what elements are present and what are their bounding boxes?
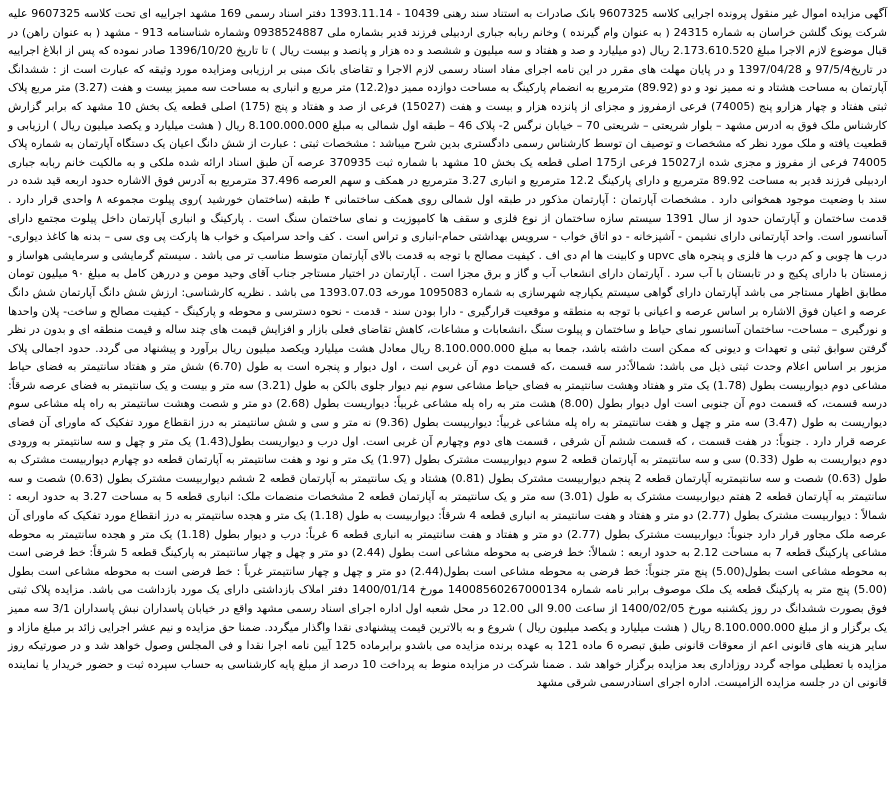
notice-paragraph: آگهی مزایده اموال غیر منقول پرونده اجرایی کلاسه 9607325 بانک صادرات به استناد سند رهنی 10439 - 1393.11.14 دفتر اسناد رسمی 169 مشهد اجراییه ای تحت کلاسه 9607325 علیه شرکت یونک گلشن خراسان به شماره 24315 ( به عنوان وام گیرنده ) وخانم ربابه جباری اردبیلی فرزند قدیر بشماره ملی 0938524887 وشماره شناسنامه 913 - مشهد ( به عنوان راهن) در قبال موضوع لازم الاجرا مبلغ 2.173.610.520 ریال (دو میلیارد و صد و هفتاد و سه میلیون و ششصد و ده هزار و پانصد و بیست ریال ) تا تاریخ 1396/10/20 صادر نموده که پس از ابلاغ اجراییه در تاریخ97/5/4 و 1397/04/28 و در پایان مهلت های مقرر در این نامه اجرای مفاد اسناد رسمی لازم الاجرا و تقاضای بانک مبنی بر ارزیابی ومزایده مورد وثیقه که عبارت است از : ششدانگ آپارتمان به مساحت هشتاد و نه ممیز نود و دو (89.92) مترمربع به انضمام پارکینگ به مساحت دوازده ممیز دو(12.2) متر مربع و انباری به مساحت سه ممیز بیست و هفت (3.27) متر مربع پلاک ثبتی هفتاد و چهار هزارو پنج (74005) فرعی ازمفروز و مجزای از پانزده هزار و بیست و هفت (15027) فرعی از صد و هفتاد و پنج (175) اصلی قطعه یک بخش 10 مشهد که برابر گزارش کارشناس ملک فوق به ادرس مشهد – بلوار شریعتی – شریعتی 70 – خیابان نرگس 2- پلاک 46 – طبقه اول شمالی به مبلغ 8.100.000.000 ریال ( هشت میلیارد و یکصد میلیون ریال ) ارزیابی و قطعیت یافته و ملک مورد نظر که مشخصات و توصیف ان توسط کارشناس رسمی دادگستری بدین شرح میباشد : مشخصات ثبتی : عبارت از شش دانگ اعیان یک دستگاه آپارتمان به شماره پلاک 74005 فرعی از مفروز و مجزی شده از15027 فرعی از175 اصلی قطعه یک بخش 10 مشهد با شماره ثبت 370935 عرصه آن طبق اسناد ارائه شده ملکی و به مالکیت خانم ربابه جباری اردبیلی فرزند قدیر به مساحت 89.92 مترمربع و دارای پارکینگ 12.2 مترمربع و انباری 3.27 مترمربع در همکف و سهم العرصه 37.496 مترمربع به آدرس فوق الاشاره حدود اربعه قید شده در سند با وضعیت موجود همخوانی دارد . مشخصات آپارتمان : آپارتمان مذکور در طبقه اول شمالی روی همکف ساختمانی ۴ طبقه (ساختمان خورشید )روی پیلوت مجموعه ۸ واحدی قرار دارد . قدمت ساختمان و آپارتمان حدود از سال 1391 سیستم سازه ساختمان از نوع فلزی و سقف ها کامپوزیت و نمای ساختمان سنگ است . پارکینگ و انباری آپارتمان داخل پیلوت مجتمع دارای آسانسور است. واحد آپارتمانی دارای نشیمن - آشپزخانه - دو اتاق خواب - سرویس بهداشتی حمام-انباری و تراس است . کف واحد سرامیک و خواب ها پارکت پی وی سی – بدنه ها کاغذ دیواری- درب ها چوبی و کم درب ها فلزی و پنجره های upvc و کابینت ها ام دی اف . کیفیت مصالح با توجه به قدمت بالای آپارتمان متوسط مناسب تر می باشد . سیستم گرمایشی و سرمایشی هواساز و زمستان با دارای پکیج و در تابستان با آب سرد . آپارتمان دارای انشعاب آب و گاز و برق مجزا است . آپارتمان در اختیار مستاجر جناب آقای وحید مومن و دررهن کامل به مبلغ ۹۰ میلیون تومان مطابق اظهار مستاجر می باشد آپارتمان دارای گواهی سیستم یکپارچه شهرسازی به شماره 1095083 مورخه 1393.07.03 می باشد . نظریه کارشناسی: ارزش شش دانگ آپارتمان شش دانگ عرصه و اعیان فوق الاشاره بر اساس عرصه و اعیانی با توجه به منطقه و موقعیت قرارگیری - دارا بودن سند - قدمت - نحوه دسترسی و محوطه و پارکینگ - کیفیت مصالح و ساخت- پلان واحدها و نورگیری – مساحت- ساختمان آسانسور نمای حیاط و ساختمان و پیلوت سنگ ،انشعابات و مشاعات، کاهش تقاضای فعلی بازار و افزایش قیمت های چند ساله و قیمت منطقه ای و بدون در نظر گرفتن سوابق ثبتی و تعهدات و دیونی که ممکن است داشته باشد، جمعا به مبلغ 8.100.000.000 ریال معادل هشت میلیارد ویکصد میلیون ریال برآورد و پیشنهاد می گردد. حدود اجمالی پلاک مزبور بر اساس اعلام وحدت ثبتی ذیل می باشد: شمالاً:در سه قسمت ،که قسمت دوم آن غربی است ، اول دیوار و پنجره است به طول (6.70) شش متر و هفتاد سانتیمتر به فضای حیاط مشاعی دوم دیواربیست بطول (1.78) یک متر و هفتاد وهشت سانتیمتر به فضای حیاط مشاعی سوم نیم دیوار جلوی بالکن به طول (3.21) سه متر و بیست و یک سانتیمتر به فضای عرصه شرقاً: درسه قسمت، که قسمت دوم آن جنوبی است اول دیوار بطول (8.00) هشت متر به راه پله مشاعی غربیاً: دیواریست بطول (2.68) دو متر و شصت وهشت سانتیمتر به راه پله مشاعی سوم دیواریست به طول (3.47) سه متر و چهل و هفت سانتیمتر به راه پله مشاعی غربیاً: دیواربیست بطول (9.36) نه متر و سی و شش سانتیمتر به درز انقطاع مورد تفکیک که ماورای آن فضای عرصه قرار دارد . جنوباً: در هفت قسمت ، که قسمت ششم آن شرقی ، قسمت های دوم وچهارم آن غربی است. اول درب و دیواریست بطول(1.43) یک متر و چهل و سه سانتیمتر به ورودی دوم دیواریست به طول (0.33) سی و سه سانتیمتر به آپارتمان قطعه 2 سوم دیواربیست مشترک بطول (1.97) یک متر و نود و هفت سانتیمتر به آپارتمان قطعه دو چهارم دیواربیست مشترک به طول (0.63) شصت و سه سانتیمتربه آپارتمان قطعه 2 پنجم دیواربیست مشترک بطول (0.81) هشتاد و یک سانتیمتر به آپارتمان قطعه 2 ششم دیواربیست مشترک بطول (0.63) شصت و سه سانتیمتر به آپارتمان قطعه 2 هفتم دیواربیست مشترک به طول (3.01) سه متر و یک سانتیمتر به آپارتمان قطعه 2 مشخصات منضمات ملک: انباری قطعه 5 به مساحت 3.27 به حدود اربعه : شمالاً : دیواربیست مشترک بطول (2.77) دو متر و هفتاد و هفت سانتیمتر به انباری قطعه 4 شرقاً: دیواربیست به طول (1.18) یک متر و هجده سانتیمتر به درز انقطاع مورد تفکیک که ماورای آن عرصه ملک مجاور قرار دارد جنوباً: دیواربیست مشترک بطول (2.77) دو متر و هفتاد و هفت سانتیمتر به انباری قطعه 6 غرباً: درب و دیوار بطول (1.18) یک متر و هجده سانتیمتر به محوطه مشاعی پارکینگ قطعه 7 به مساحت 2.12 به حدود اربعه : شمالاً: خط فرضی به محوطه مشاعی است بطول (2.44) دو متر و چهل و چهار سانتیمتر به پارکینگ قطعه 5 شرقاً: خط فرضی است به محوطه مشاعی است بطول(5.00) پنج متر جنوباً: خط فرضی به محوطه مشاعی است بطول(2.44) دو متر و چهل و چهار سانتیمتر غرباً : خط فرضی است به محوطه مشاعی است بطول (5.00) پنج متر به پارکینگ قطعه یک ملک موصوف برابر نامه شماره 14008560267000134 مورخ 1400/01/14 دفتر املاک بازداشتی دارای یک مورد بازداشت می باشد. مزایده پلاک ثبتی فوق بصورت ششدانگ در روز یکشنبه مورخ 1400/02/05 از ساعت 9.00 الی 12.00 در محل شعبه اول اداره اجرای اسناد رسمی مشهد واقع در خیابان پاسداران نبش پاسداران 3/1 سه ممیز یک برگزار و از مبلغ 8.100.000.000 ریال ( هشت میلیارد و یکصد میلیون ریال ) شروع و به بالاترین قیمت پیشنهادی نقدا واگذار میگردد. ضمنا حق مزایده و نیم عشر اجرایی زائد بر مبلغ مازاد و سایر هزینه های قانونی اعم از معوقات قانونی طبق تبصره 6 ماده 121 به عهده برنده مزایده می باشدو برابرماده 125 آیین نامه اجرا نقدا و فی المجلس وصول خواهد شد و در صورتیکه روز مزایده با تعطیلی مواجه گردد روزاداری بعد مزایده برگزار خواهد شد . ضمنا شرکت در مزایده منوط به پرداخت 10 درصد از مبلغ پایه کارشناسی به حساب سپرده ثبت و حضور خریدار یا نماینده قانونی ان در جلسه مزایده الزامیست. اداره اجرای اسنادرسمی شرقی مشهد <box>8 7 888 690</box>
